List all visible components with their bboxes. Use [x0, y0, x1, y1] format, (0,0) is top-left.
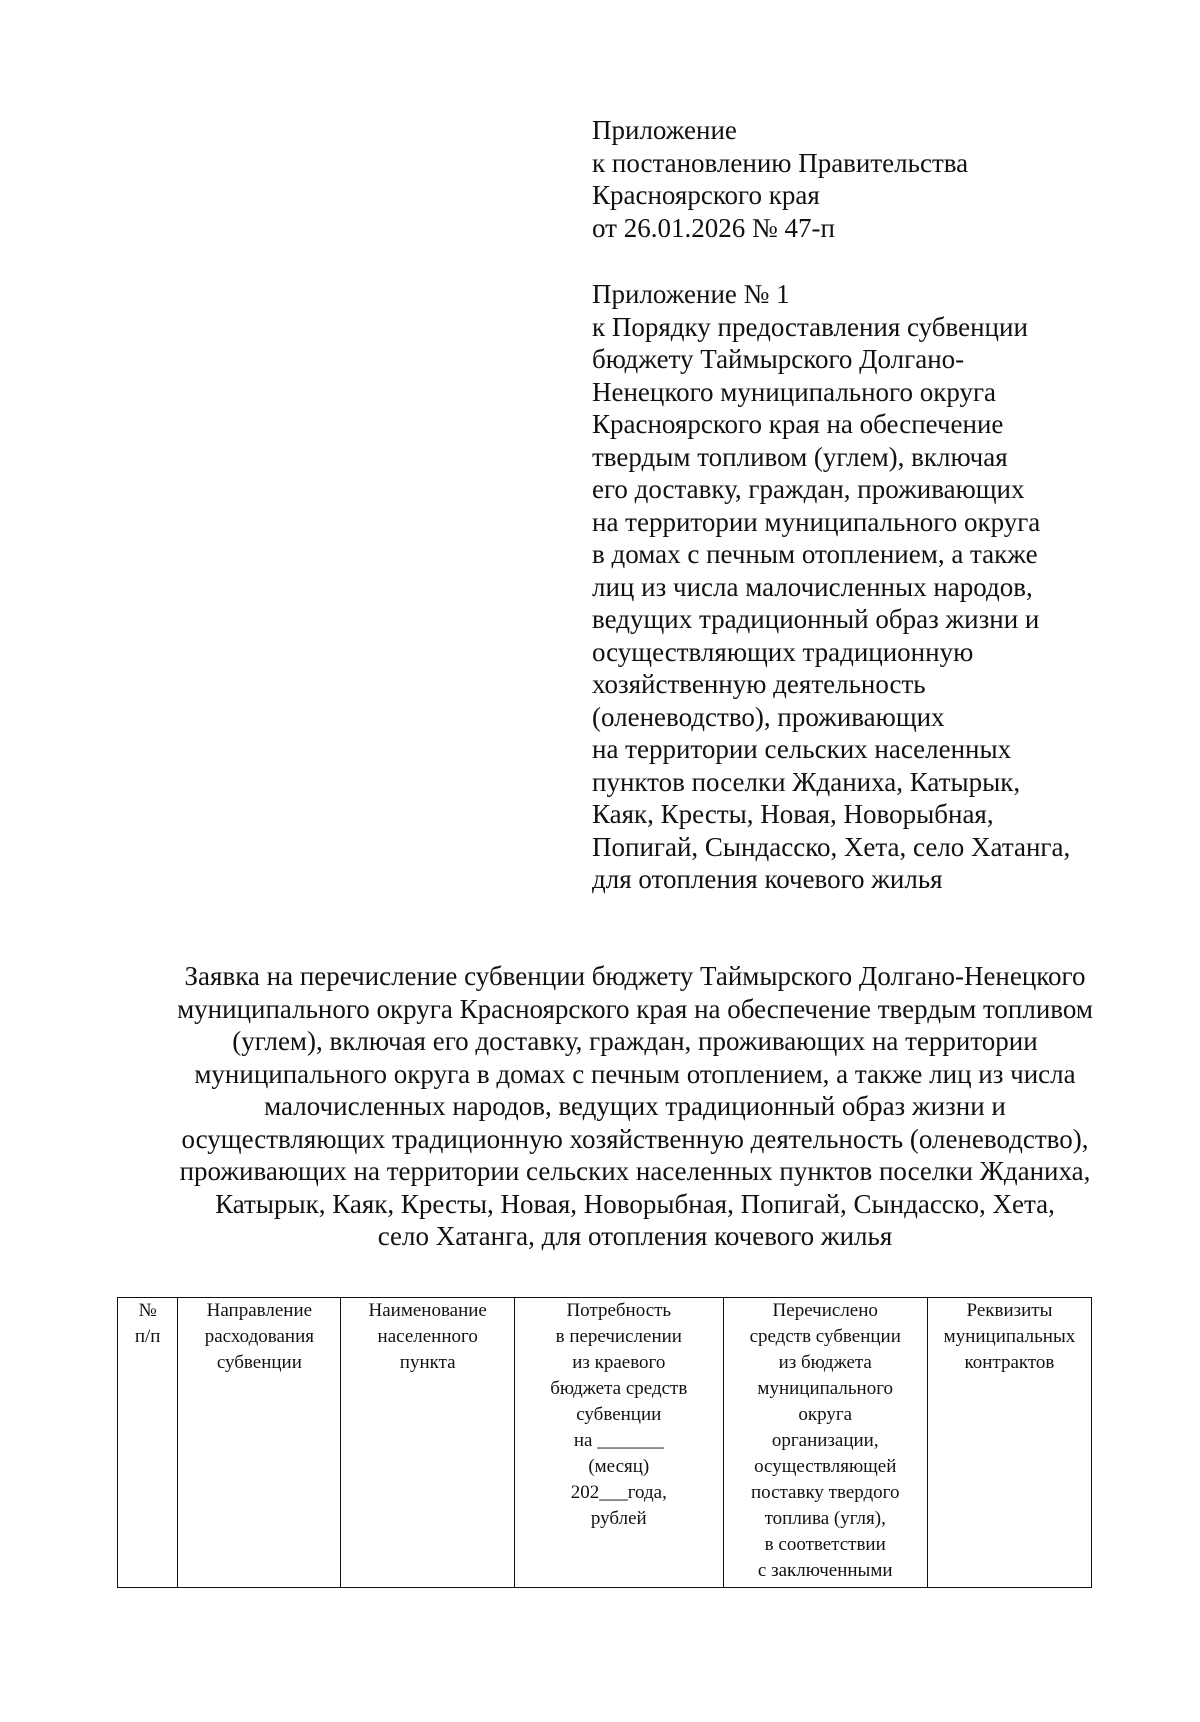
appendix-1-line: лиц из числа малочисленных народов, — [592, 571, 1033, 602]
header-cell-line: Наименование — [368, 1300, 487, 1321]
header-cell-line: муниципального — [757, 1378, 894, 1399]
title-line: муниципального округа Красноярского края на обеспечение твердым топливом — [177, 993, 1093, 1024]
header-cell-line: п/п — [134, 1326, 161, 1347]
title-line: малочисленных народов, ведущих традиционный образ жизни и — [264, 1091, 1006, 1121]
header-cell-line: контрактов — [964, 1352, 1055, 1373]
appendix-1-line: на территории муниципального округа — [592, 506, 1041, 537]
header-cell-line: на _______ — [573, 1430, 664, 1451]
appendix-1-line: Приложение № 1 — [592, 279, 790, 309]
appendix-1-line: к Порядку предоставления субвенции — [592, 311, 1028, 342]
table-header-row — [118, 1298, 1092, 1588]
header-cell-line: пункта — [399, 1352, 456, 1373]
appendix-1-line: твердым топливом (углем), включая — [592, 441, 1008, 472]
appendix-1-line: (оленеводство), проживающих — [592, 701, 945, 732]
appendix-main-line: Приложение — [592, 115, 737, 145]
requirement-header — [515, 1298, 724, 1588]
title-line: Заявка на перечисление субвенции бюджету Таймырского Долгано-Ненецкого — [184, 961, 1086, 991]
header-cell-line: Реквизиты — [966, 1300, 1053, 1321]
header-cell-line: Направление — [206, 1300, 313, 1321]
contract-details-header — [927, 1298, 1091, 1588]
header-cell-line: с заключенными — [757, 1560, 893, 1581]
header-cell-line: субвенции — [576, 1404, 662, 1425]
header-cell-line: осуществляющей — [754, 1456, 897, 1477]
document-title — [60, 960, 1200, 1253]
title-line: село Хатанга, для отопления кочевого жилья — [377, 1221, 893, 1251]
header-cell-line: субвенции — [216, 1352, 302, 1373]
header-cell-line: в соответствии — [764, 1534, 886, 1555]
appendix-1-line: Попигай, Сындасско, Хета, село Хатанга, — [592, 831, 1071, 862]
header-cell-line: бюджета средств — [550, 1378, 688, 1399]
appendix-1-line: Каяк, Кресты, Новая, Новорыбная, — [592, 799, 994, 829]
appendix-1-line: пунктов поселки Жданиха, Катырык, — [592, 766, 1021, 797]
header-cell-line: из краевого — [572, 1352, 666, 1373]
appendix-1-line: в домах с печным отоплением, а также — [592, 539, 1038, 569]
appendix-1-line: для отопления кочевого жилья — [592, 864, 943, 894]
appendix-1-line: его доставку, граждан, проживающих — [592, 474, 1025, 504]
appendix-1-block — [592, 278, 1152, 896]
appendix-main-line: Красноярского края — [592, 180, 820, 210]
header-cell-line: топлива (угля), — [764, 1508, 886, 1529]
header-cell-line: организации, — [771, 1430, 879, 1451]
appendix-1-line: осуществляющих традиционную — [592, 636, 974, 667]
header-cell-line: Перечислено — [772, 1300, 878, 1321]
header-cell-line: 202___года, — [570, 1482, 667, 1503]
appendix-1-line: бюджету Таймырского Долгано- — [592, 344, 965, 374]
header-cell-line: в перечислении — [555, 1326, 682, 1347]
header-cell-line: округа — [798, 1404, 853, 1425]
title-line: муниципального округа в домах с печным отоплением, а также лиц из числа — [194, 1058, 1076, 1089]
transferred-header — [723, 1298, 927, 1588]
appendix-1-line: ведущих традиционный образ жизни и — [592, 604, 1040, 634]
header-cell-line: поставку твердого — [750, 1482, 900, 1503]
appendix-main-line: от 26.01.2026 № 47-п — [592, 212, 835, 243]
title-line: Катырык, Каяк, Кресты, Новая, Новорыбная, Попигай, Сындасско, Хета, — [215, 1188, 1055, 1219]
number-header — [118, 1298, 178, 1588]
request-table — [117, 1297, 1092, 1588]
settlement-name-header — [341, 1298, 515, 1588]
header-cell-line: № — [138, 1300, 157, 1321]
title-line: проживающих на территории сельских населенных пунктов поселки Жданиха, — [179, 1156, 1091, 1186]
title-line: осуществляющих традиционную хозяйственную деятельность (оленеводство), — [181, 1123, 1089, 1154]
expense-direction-header — [178, 1298, 341, 1588]
header-cell-line: средств субвенции — [749, 1326, 901, 1347]
header-cell-line: расходования — [204, 1326, 314, 1347]
appendix-1-line: на территории сельских населенных — [592, 734, 1012, 764]
appendix-1-line: хозяйственную деятельность — [592, 669, 926, 699]
header-cell-line: Потребность — [566, 1300, 672, 1321]
appendix-1-line: Красноярского края на обеспечение — [592, 409, 1004, 439]
header-cell-line: населенного — [377, 1326, 478, 1347]
appendix-main-line: к постановлению Правительства — [592, 147, 969, 178]
header-cell-line: рублей — [590, 1508, 647, 1529]
appendix-main-block — [592, 114, 1152, 244]
header-cell-line: (месяц) — [588, 1456, 650, 1477]
title-line: (углем), включая его доставку, граждан, проживающих на территории — [232, 1026, 1038, 1056]
header-cell-line: из бюджета — [778, 1352, 872, 1373]
header-cell-line: муниципальных — [943, 1326, 1076, 1347]
appendix-1-line: Ненецкого муниципального округа — [592, 376, 997, 407]
